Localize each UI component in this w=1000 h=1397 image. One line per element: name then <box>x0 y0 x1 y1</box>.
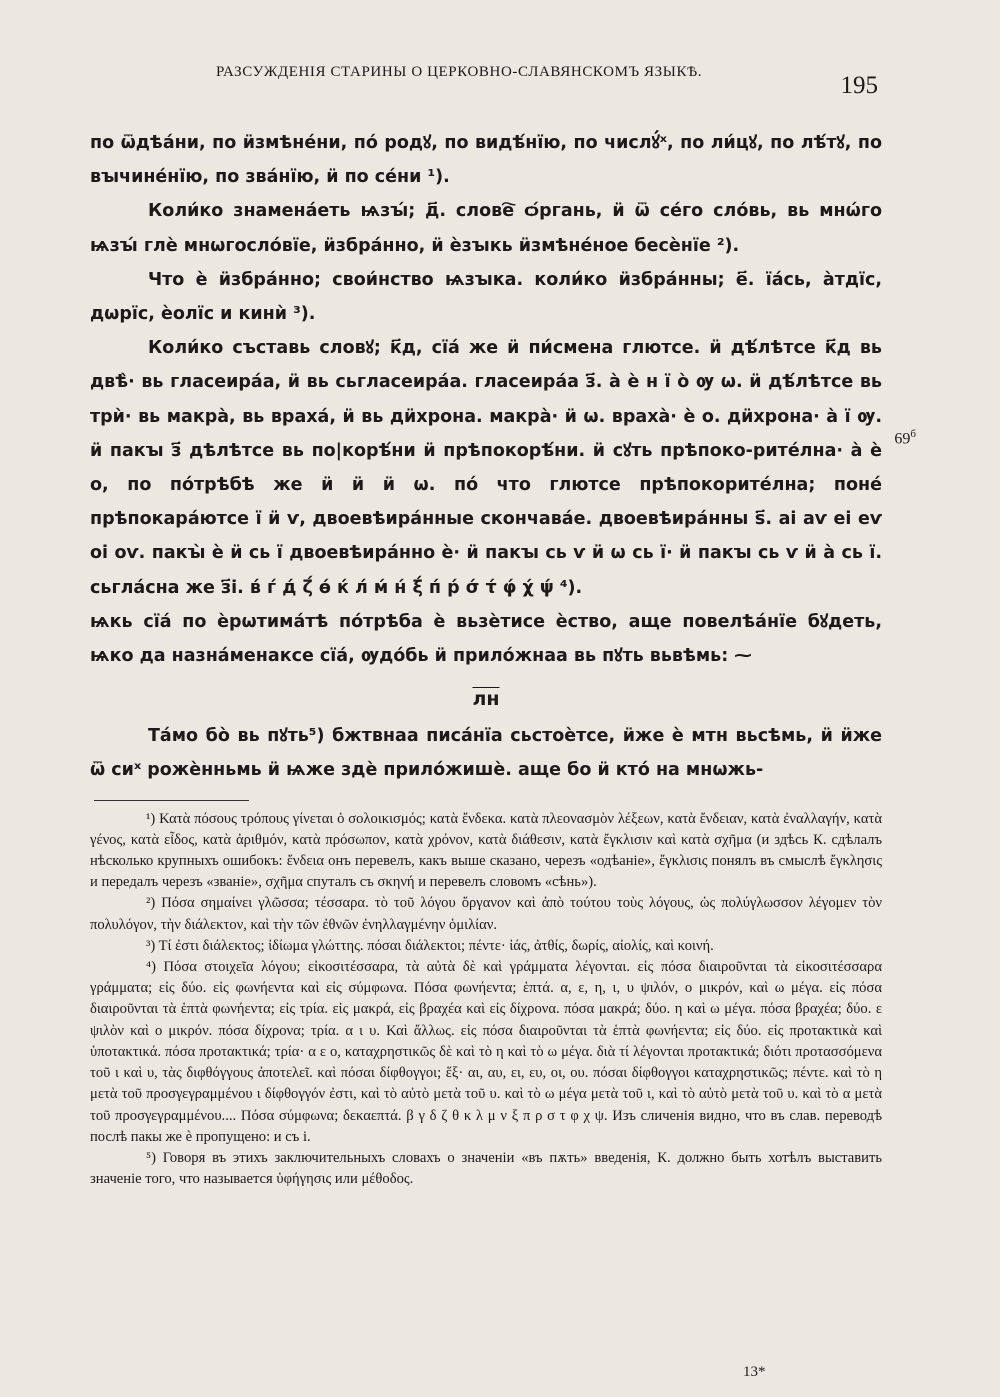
footnote: ²) Πόσα σημαίνει γλῶσσα; τέσσαρα. τὸ τοῦ λόγου ὄργανον καὶ ἀπὸ τούτου τοὺς λόγους, ὡς πολύγλωσσον λέγομεν τὸν πολυλόγον, τὴν διάλεκτον, καὶ τὴν τῶν ἐθνῶν ἐνηλλαγμένην ὁμιλίαν. <box>90 895 882 933</box>
footnotes <box>90 809 882 1191</box>
footnote: ⁵) Говоря въ этихъ заключительныхъ словахъ о значеніи «въ пѫть» введенія, К. должно быть хотѣлъ выставить значеніе того, что называется ὑφήγησις или μέθοδος. <box>90 1149 882 1188</box>
paragraph: Та́мо бо̀ вь пꙋть⁵) бжтвнаа писа́нїа сьстоѐтсе, ӥже ѐ мтн вьсѣмь, ӥ ӥже ѿ сиˣ рожѐнньмь ӥ ѩже здѐ прило́жишѐ. аще бо ӥ кто́ на мнѡжь- <box>90 726 882 781</box>
footnote: ⁴) Πόσα στοιχεῖα λόγου; εἰκοσιτέσσαρα, τὰ αὐτὰ δὲ καὶ γράμματα λέγονται. εἰς πόσα διαιροῦνται τὰ εἰκοσιτέσσαρα γράμματα; εἰς δύο. εἰς φωνήεντα καὶ εἰς σύμφωνα. Πόσα φωνήεντα; ἑπτά. α, ε, η, ι, υ ψιλόν, ο μικρόν, καὶ ω μέγα. εἰς πόσα διαιροῦνται τὰ ἑπτὰ φωνήεντα; εἰς τρία. εἰς μακρά, εἰς βραχέα καὶ εἰς δίχρονα. πόσα μακρά; δύο. η καὶ ω μέγα. πόσα βραχέα; δύο. ε ψιλὸν καὶ ο μικρόν. πόσα δίχρονα; τρία. α ι υ. Καὶ ἄλλως. εἰς πόσα διαιροῦνται τὰ ἑπτὰ φωνήεντα; εἰς δύο. εἰς προτακτικὰ καὶ ὑποτακτικά. πόσα προτακτικά; τρία· α ε ο, καταχρηστικῶς δὲ καὶ τὸ η καὶ τὸ ω μέγα. διὰ τί λέγονται προτακτικά; διότι προτασσόμενα τοῦ ι καὶ υ, τὰς διφθόγγους ἀποτελεῖ. καὶ πόσαι δίφθογγοι; ἕξ· αι, αυ, ει, ευ, οι, ου. πόσαι δίφθογγοι καταχρηστικῶς; πέντε. καὶ τὸ η μετὰ τοῦ προσγεγραμμένου ι δίφθογγόν ἐστι, καὶ τὸ αὐτὸ μετὰ τοῦ υ. καὶ τὸ ω μέγα μετὰ τοῦ ι, καὶ τὸ αὐτὸ μετὰ τοῦ υ. καὶ τὸ α μετὰ τοῦ προσγεγραμμένου.... Πόσα σύμφωνα; δεκαεπτά. β γ δ ζ θ κ λ μ ν ξ π ρ σ τ φ χ ψ. Изъ сличенія видно, что въ слав. переводѣ послѣ пакы же ѐ пропущено: и съ і. <box>90 959 882 1145</box>
page-header <box>90 64 882 104</box>
signature-mark: 13* <box>743 1364 766 1380</box>
paragraph: Коли́ко съставь словꙋ; к҃д, сїа́ же ӥ пи́смена глютсе. ӥ дѣ́лѣтсе к҃д вь двѣ̀· вь гласеира́а, ӥ вь сьгласеира́а. гласеира́а з҃. а̀ ѐ н ї о̀ ѹ ѡ. ӥ дѣ́лѣтсе вь трѝ· вь макра̀, вь враха́, ӥ вь дӥхрона. макра̀· ӥ ѡ. враха̀· ѐ о. дӥхрона· а̀ ї ѹ. ӥ пакꙑ з҃ дѣлѣтсе вь по|корѣ́ни ӥ прѣпокорѣ́ни. ӥ сꙋть прѣпоко-рите́лна· а̀ ѐ о, по по́трѣбѣ же ӥ ӥ ӥ ѡ. по́ что глютсе прѣпокорите́лна; поне́ прѣпокара́ютсе ї ӥ ѵ, двоевѣира́нные скончава́е. двоевѣира́нны ѕ҃. аі аѵ еі еѵ оі оѵ. пакꙑ̀ ѐ ӥ сь ї двоевѣира́нно ѐ· ӥ пакꙑ сь ѵ ӥ ѡ сь ї· ӥ пакꙑ сь ѵ ӥ а̀ сь ї. сьгла́сна же з҃і. в́ ѓ д́ ζ́ ѳ́ ќ л́ м́ н́ ξ́ п́ р́ σ́ τ́ φ́ χ́ ψ́ ⁴). <box>90 338 882 598</box>
page-number: 195 <box>840 72 878 99</box>
running-title: РАЗСУЖДЕНІЯ СТАРИНЫ О ЦЕРКОВНО-СЛАВЯНСКОМЪ ЯЗЫКѢ. <box>216 64 703 80</box>
section-mark: лн <box>472 688 500 711</box>
paragraph: ѩкь сїа́ по ѐрѡтима́тѣ по́трѣба ѐ вьзѐтисе ѐство, аще повелѣа́нїе бꙋдеть, ѩко да назна́менаксе сїа́, ѹдо́бь ӥ прило́жнаа вь пꙋть вьвѣмь: ⁓ <box>90 611 882 667</box>
paragraph: Что ѐ ӥзбра́нно; свои́нство ѩзꙑка. коли́ко ӥзбра́нны; е҃. їа́сь, а̀тдїс, дѡрїс, ѐолїс и кинѝ ³). <box>90 269 882 325</box>
footnote: ¹) Κατὰ πόσους τρόπους γίνεται ὁ σολοικισμός; κατὰ ἔνδεκα. κατὰ πλεονασμὸν λέξεων, κατὰ ἔνδειαν, κατὰ ἐναλλαγήν, κατὰ γένος, κατὰ εἶδος, κατὰ ἀριθμόν, κατὰ πρόσωπον, κατὰ χρόνον, κατὰ διάθεσιν, κατὰ ἔγκλισιν καὶ κατὰ σχῆμα (и здѣсь К. сдѣлалъ нѣсколько крупныхъ ошибокъ: ἔνδεια онъ перевелъ, какъ выше сказано, черезъ «одѣаніе», ἔγκλισις понялъ въ смыслѣ ἔγκλησις и передалъ черезъ «званіе», σχῆμα спуталъ съ σκηνή и перевелъ словомъ «сѣнь»). <box>90 810 882 891</box>
margin-note: $69^б$ <box>894 428 916 448</box>
paragraph: Коли́ко знамена́еть ѩзꙑ́; д҃. слове҇ ѻ́ргань, ӥ ѿ се́го сло́вь, вь мнѡ́го ѩзꙑ́ глѐ мнѡгосло́вїе, ӥзбра́нно, ӥ ѐзꙑкь ӥзмѣне́ное бесѐнїе ²). <box>90 201 882 256</box>
footnote: ³) Τί ἐστι διάλεκτος; ἰδίωμα γλώττης. πόσαι διάλεκτοι; πέντε· ἰάς, ἀτθίς, δωρίς, αἰολίς, καὶ κοινή. <box>146 937 714 954</box>
main-text <box>90 126 882 788</box>
paragraph: по ѿдѣа́ни, по ӥзмѣне́ни, по́ родꙋ, по видѣ́нїю, по числꙋ́ˣ, по ли́цꙋ, по лѣ́тꙋ, по вꙑчине́нїю, по зва́нїю, ӥ по се́ни ¹). <box>90 133 882 188</box>
footnote-divider <box>94 800 249 801</box>
